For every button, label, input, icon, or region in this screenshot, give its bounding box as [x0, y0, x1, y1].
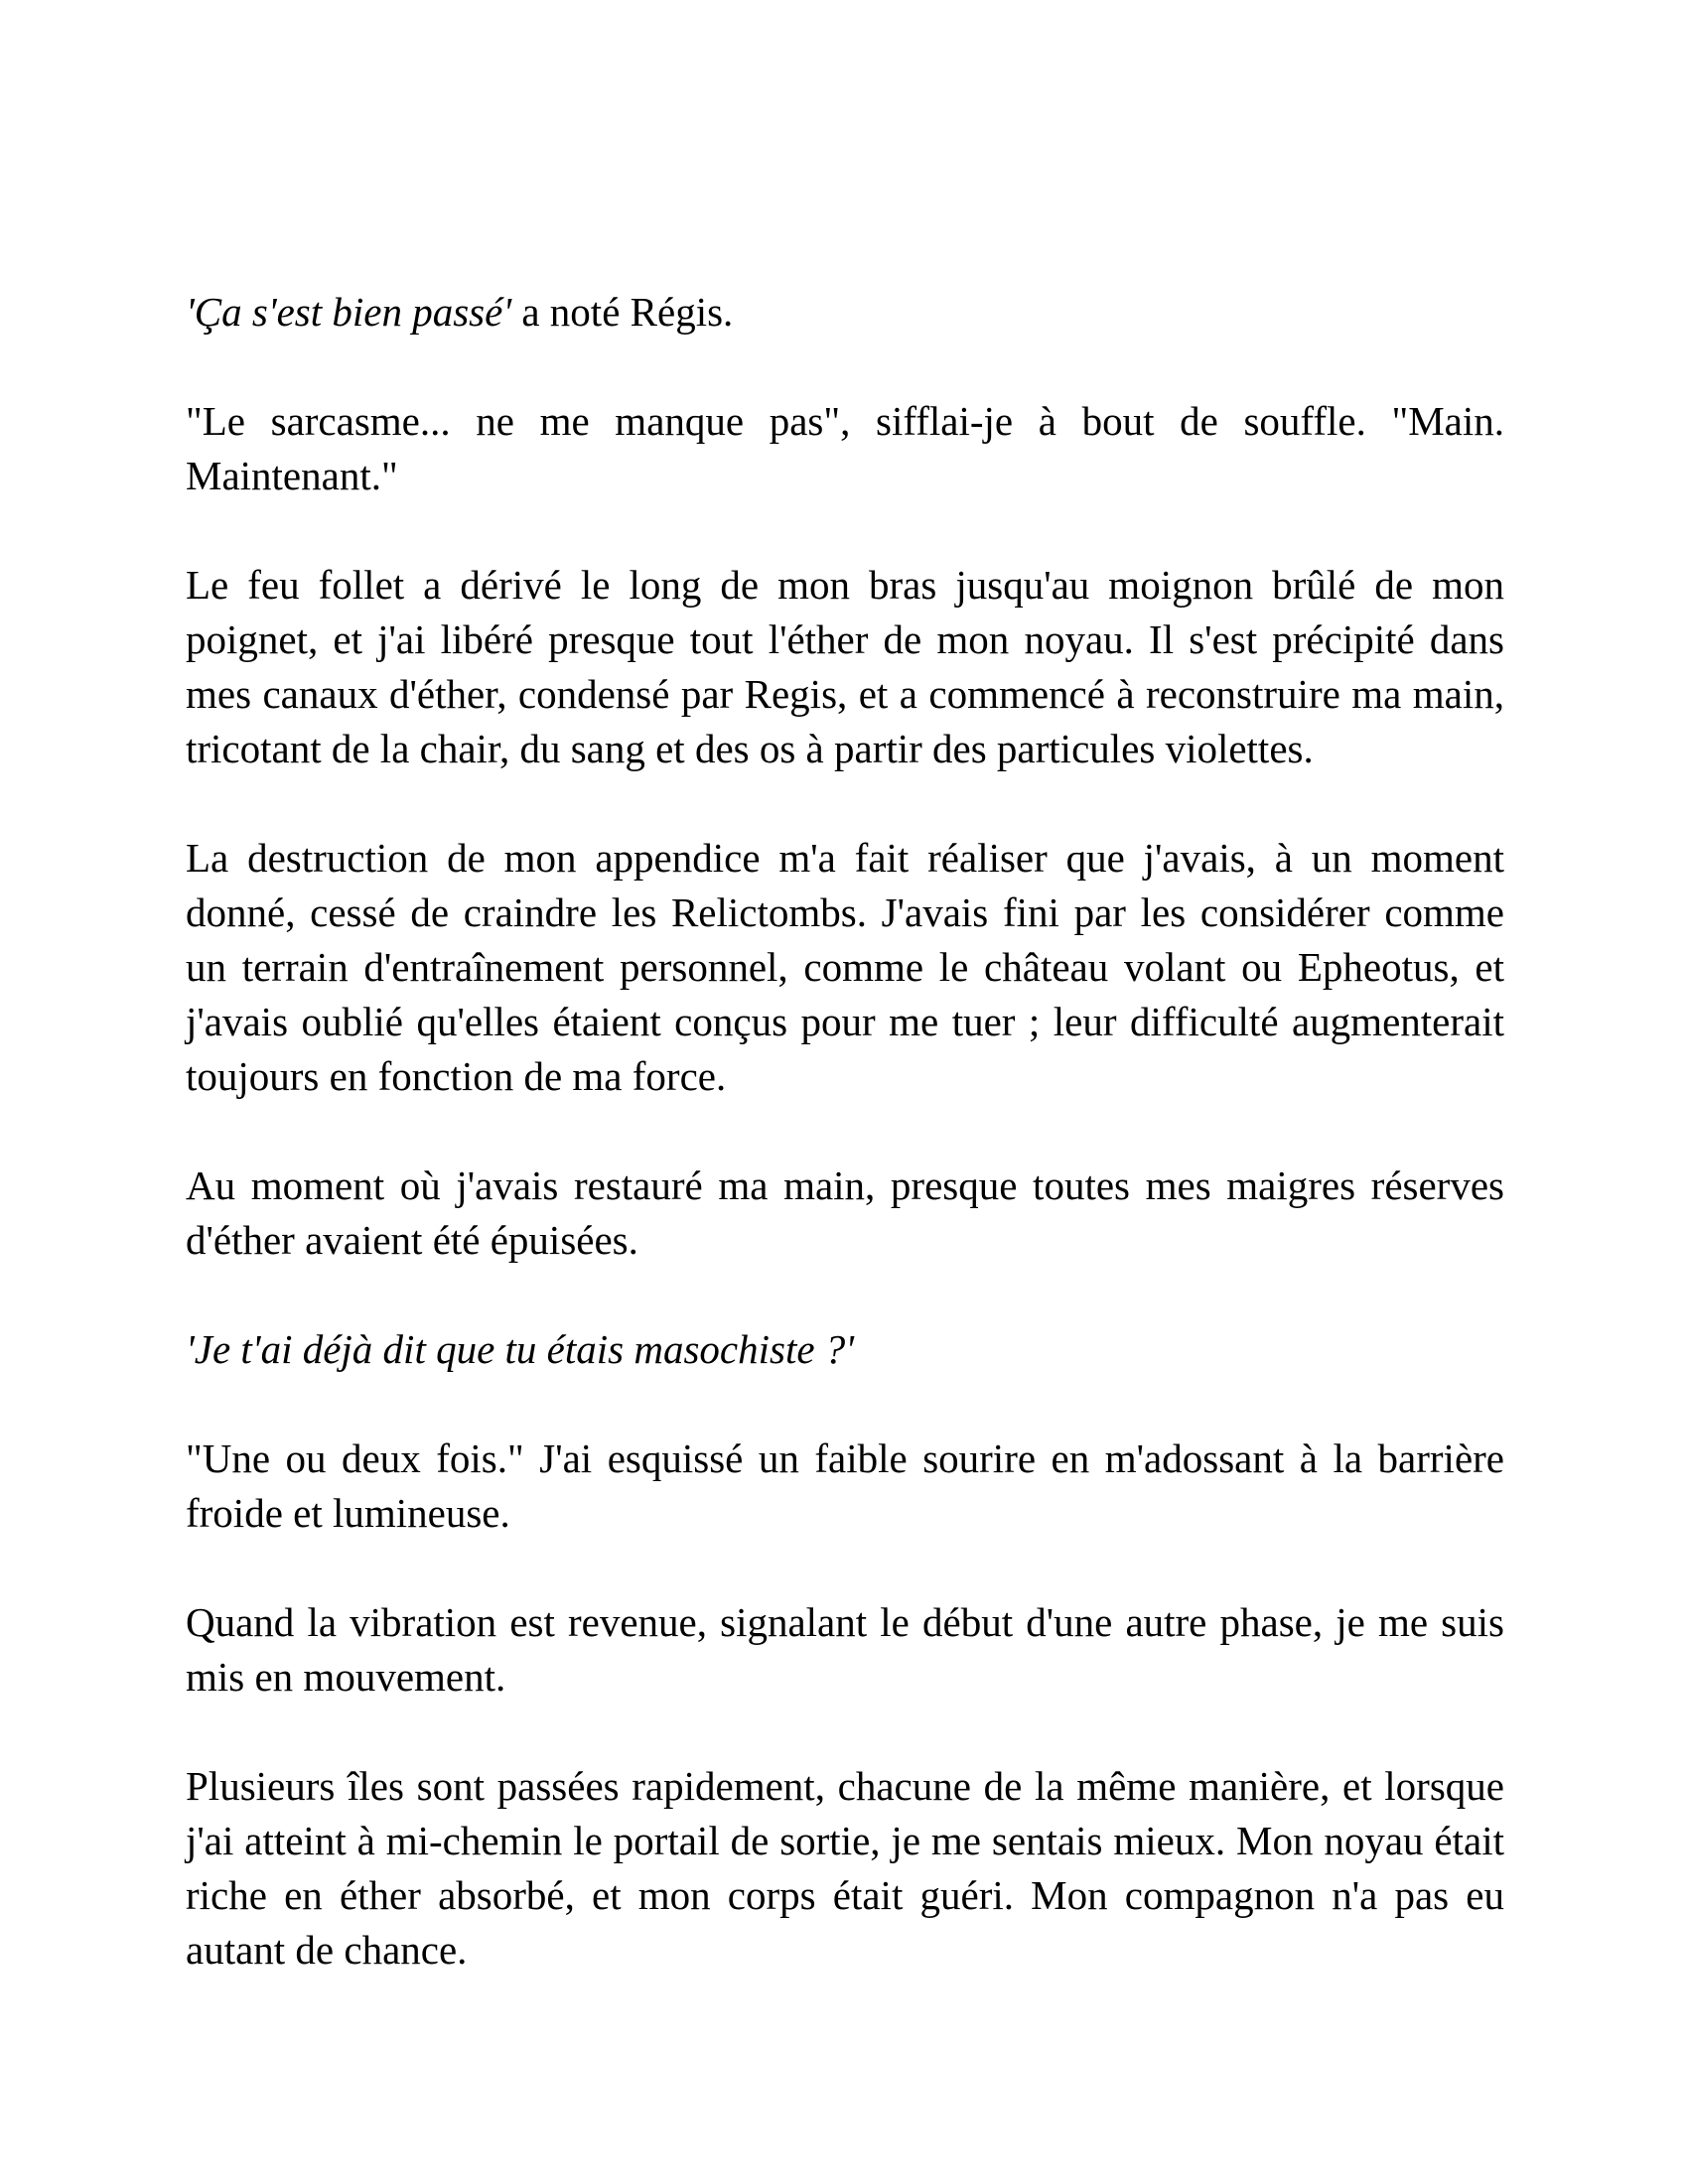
paragraph-9 — [186, 1759, 1504, 1978]
paragraph-1 — [186, 285, 1504, 340]
paragraph-6 — [186, 1322, 1504, 1377]
paragraph-4 — [186, 831, 1504, 1104]
text-segment: Au moment où j'avais restauré ma main, presque toutes mes maigres réserves d'éther avaient été épuisées. — [186, 1162, 1504, 1263]
italic-text-segment: 'Je t'ai déjà dit que tu étais masochiste ?' — [186, 1326, 855, 1372]
paragraph-7 — [186, 1432, 1504, 1541]
text-segment: "Le sarcasme... ne me manque pas", sifflai-je à bout de souffle. "Main. Maintenant." — [186, 398, 1504, 498]
paragraph-3 — [186, 558, 1504, 776]
paragraph-2 — [186, 394, 1504, 503]
paragraph-5 — [186, 1159, 1504, 1268]
italic-text-segment: 'Ça s'est bien passé' — [186, 289, 512, 335]
text-segment: "Une ou deux fois." J'ai esquissé un faible sourire en m'adossant à la barrière froide et lumineuse. — [186, 1435, 1504, 1536]
text-segment: La destruction de mon appendice m'a fait réaliser que j'avais, à un moment donné, cessé de craindre les Relictombs. J'avais fini par les considérer comme un terrain d'entraînement personnel, comme le château volant ou Epheotus, et j'avais oublié qu'elles étaient conçus pour me tuer ; leur difficulté augmenterait toujours en fonction de ma force. — [186, 835, 1504, 1099]
text-segment: Le feu follet a dérivé le long de mon bras jusqu'au moignon brûlé de mon poignet, et j'ai libéré presque tout l'éther de mon noyau. Il s'est précipité dans mes canaux d'éther, condensé par Regis, et a commencé à reconstruire ma main, tricotant de la chair, du sang et des os à partir des particules violettes. — [186, 562, 1504, 771]
text-segment: Plusieurs îles sont passées rapidement, chacune de la même manière, et lorsque j'ai atteint à mi-chemin le portail de sortie, je me sentais mieux. Mon noyau était riche en éther absorbé, et mon corps était guéri. Mon compagnon n'a pas eu autant de chance. — [186, 1763, 1504, 1973]
paragraph-8 — [186, 1595, 1504, 1705]
text-content — [186, 285, 1504, 2032]
text-segment: Quand la vibration est revenue, signalant le début d'une autre phase, je me suis mis en mouvement. — [186, 1599, 1504, 1700]
text-segment: a noté Régis. — [511, 289, 734, 335]
